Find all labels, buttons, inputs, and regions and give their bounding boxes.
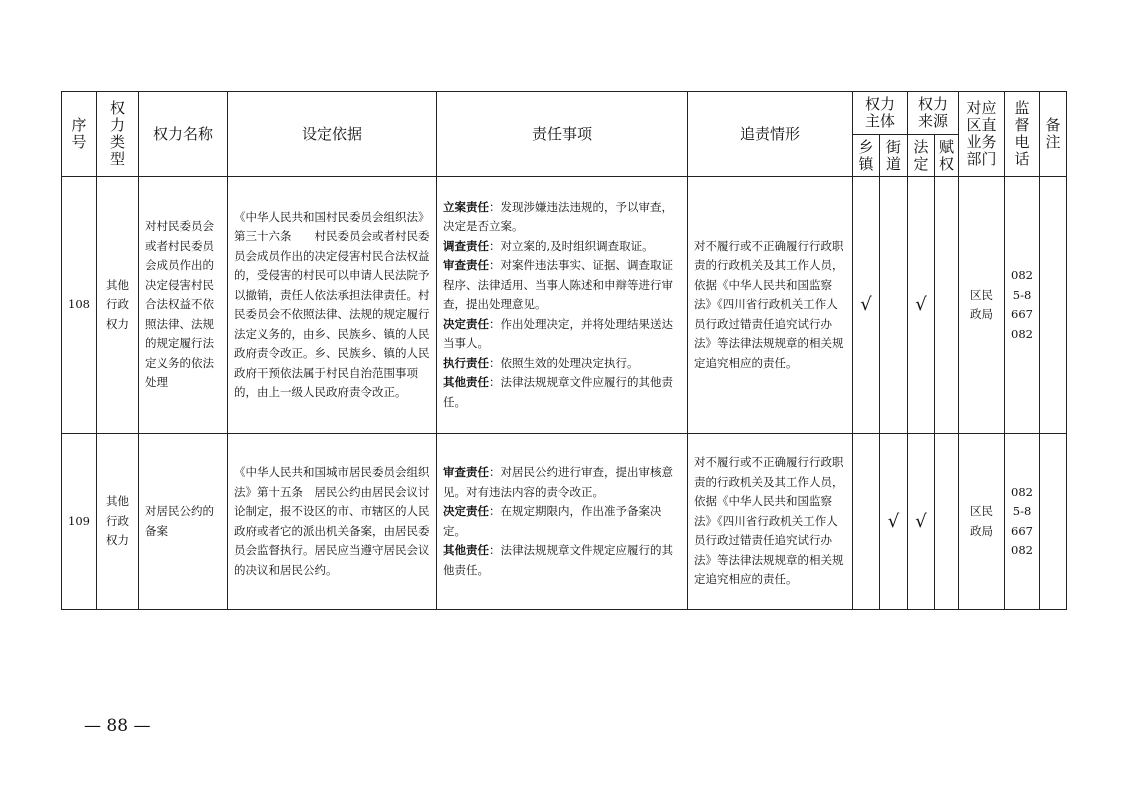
row-basis: 《中华人民共和国村民委员会组织法》第三十六条 村民委员会或者村民委员会成员作出的决定侵害村民合法权益的，受侵害的村民可以申请人民法院予以撤销，责任人依法承担法律责任。村民委员会不依照法律、法规的规定履行法定义务的，由乡、民族乡、镇的人民政府责令改正。乡、民族乡、镇的人民政府干预依法属于村民自治范围事项的，由上一级人民政府责令改正。 — [228, 177, 437, 434]
header-subject: 权力 主体 — [853, 92, 908, 135]
resp-item: 审查责任：对案件违法事实、证据、调查取证程序、法律适用、当事人陈述和申辩等进行审查，提出处理意见。 — [443, 258, 673, 312]
row-statutory-check: √ — [908, 434, 935, 610]
row-street-check: √ — [880, 434, 908, 610]
power-list-table — [61, 91, 1067, 610]
row-remarks — [1040, 434, 1067, 610]
row-type: 其他 行政 权力 — [97, 177, 139, 434]
header-seq: 序 号 — [62, 92, 97, 177]
header-remarks: 备 注 — [1040, 92, 1067, 177]
header-empowered: 赋 权 — [935, 135, 959, 177]
resp-item: 决定责任：作出处理决定，并将处理结果送达当事人。 — [443, 316, 673, 351]
resp-item: 其他责任：法律法规规章文件规定应履行的其他责任。 — [443, 543, 673, 577]
header-name: 权力名称 — [139, 92, 228, 177]
table-row — [62, 434, 1067, 610]
resp-item: 调查责任：对立案的,及时组织调查取证。 — [443, 238, 654, 253]
resp-item: 其他责任：法律法规规章文件应履行的其他责任。 — [443, 375, 673, 409]
row-statutory-check: √ — [908, 177, 935, 434]
row-accountability: 对不履行或不正确履行行政职责的行政机关及其工作人员，依据《中华人民共和国监察法》《四川省行政机关工作人员行政过错责任追究试行办法》等法律法规规章的相关规定追究相应的责任。 — [688, 177, 853, 434]
header-source: 权力 来源 — [908, 92, 959, 135]
page-number: — 88 — — [84, 716, 151, 736]
row-accountability: 对不履行或不正确履行行政职责的行政机关及其工作人员，依据《中华人民共和国监察法》《四川省行政机关工作人员行政过错责任追究试行办法》等法律法规规章的相关规定追究相应的责任。 — [688, 434, 853, 610]
row-name: 对居民公约的备案 — [139, 434, 228, 610]
row-basis: 《中华人民共和国城市居民委员会组织法》第十五条 居民公约由居民会议讨论制定，报不设区的市、市辖区的人民政府或者它的派出机关备案，由居民委员会监督执行。居民应当遵守居民会议的决议和居民公约。 — [228, 434, 437, 610]
header-statutory: 法 定 — [908, 135, 935, 177]
header-phone: 监 督 电 话 — [1005, 92, 1040, 177]
row-street-check — [880, 177, 908, 434]
resp-item: 审查责任：对居民公约进行审查，提出审核意见。对有违法内容的责令改正。 — [443, 465, 673, 499]
header-street: 街 道 — [880, 135, 908, 177]
row-empowered-check — [935, 177, 959, 434]
row-dept: 区民 政局 — [959, 434, 1005, 610]
row-dept: 区民 政局 — [959, 177, 1005, 434]
row-type: 其他 行政 权力 — [97, 434, 139, 610]
row-seq: 108 — [62, 177, 97, 434]
header-dept: 对应 区直 业务 部门 — [959, 92, 1005, 177]
resp-item: 立案责任：发现涉嫌违法违规的，予以审查，决定是否立案。 — [443, 199, 673, 234]
header-basis: 设定依据 — [228, 92, 437, 177]
row-seq: 109 — [62, 434, 97, 610]
resp-item: 决定责任：在规定期限内，作出准予备案决定。 — [443, 504, 662, 538]
row-phone: 082 5-8 667 082 — [1005, 177, 1040, 434]
row-township-check — [853, 434, 880, 610]
header-responsibility: 责任事项 — [437, 92, 688, 177]
table-row — [62, 177, 1067, 434]
header-accountability: 追责情形 — [688, 92, 853, 177]
row-phone: 082 5-8 667 082 — [1005, 434, 1040, 610]
header-type: 权 力 类 型 — [97, 92, 139, 177]
header-township: 乡 镇 — [853, 135, 880, 177]
row-township-check: √ — [853, 177, 880, 434]
row-empowered-check — [935, 434, 959, 610]
row-responsibility — [437, 434, 688, 610]
row-remarks — [1040, 177, 1067, 434]
row-name: 对村民委员会或者村民委员会成员作出的决定侵害村民合法权益不依照法律、法规的规定履行法定义务的依法处理 — [139, 177, 228, 434]
resp-item: 执行责任：依照生效的处理决定执行。 — [443, 355, 639, 370]
row-responsibility — [437, 177, 688, 434]
